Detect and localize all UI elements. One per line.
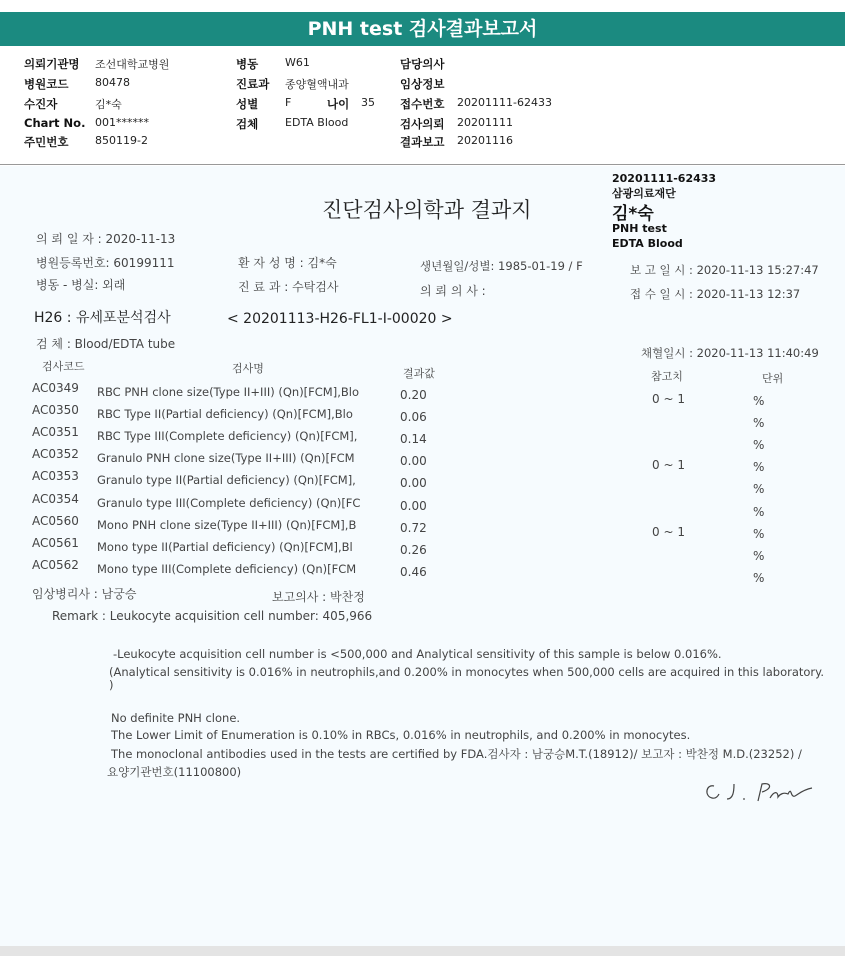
signature [700, 774, 818, 806]
report-title-bar [0, 12, 845, 46]
scanned-result-sheet [0, 166, 845, 946]
resident-no-value: 850119-2 [95, 134, 148, 147]
col-ref-header: 참고치 [651, 370, 683, 383]
row-unit: % [753, 460, 765, 474]
report-datetime: 보 고 일 시 : 2020-11-13 15:27:47 [630, 263, 819, 277]
row-ref: 0 ~ 1 [652, 525, 685, 539]
row-unit: % [753, 505, 765, 519]
row-result: 0.14 [400, 432, 427, 446]
collection-datetime: 채혈일시 : 2020-11-13 11:40:49 [641, 346, 819, 360]
row-code: AC0354 [32, 492, 79, 506]
requesting-doctor: 의 뢰 의 사 : [420, 284, 486, 298]
note-line: 요양기관번호(11100800) [107, 765, 242, 779]
row-result: 0.46 [400, 565, 427, 579]
document-title: 진단검사의학과 결과지 [322, 198, 532, 222]
stamp-lab-name: 삼광의료재단 [612, 187, 676, 200]
row-result: 0.00 [400, 454, 427, 468]
row-result: 0.00 [400, 499, 427, 513]
department-label: 진료과 [236, 77, 270, 91]
sex-value: F [285, 96, 292, 109]
test-name: H26 : 유세포분석검사 [34, 310, 171, 326]
receipt-no-label: 접수번호 [400, 97, 445, 111]
row-code: AC0562 [32, 558, 79, 572]
reporting-doctor: 보고의사 : 박찬정 [272, 590, 365, 604]
row-code: AC0351 [32, 425, 79, 439]
hospital-code-value: 80478 [95, 76, 130, 89]
row-name: Granulo PNH clone size(Type II+III) (Qn)[FCM [97, 451, 355, 465]
row-unit: % [753, 527, 765, 541]
row-unit: % [753, 394, 765, 408]
doctor-label: 담당의사 [400, 57, 445, 71]
row-code: AC0352 [32, 447, 79, 461]
specimen-label: 검체 [236, 117, 259, 131]
row-result: 0.72 [400, 521, 427, 535]
row-name: Mono type III(Complete deficiency) (Qn)[FCM [97, 562, 357, 576]
row-unit: % [753, 438, 765, 452]
bottom-strip [0, 946, 845, 956]
stamp-receipt-no: 20201111-62433 [612, 172, 717, 185]
request-date-label: 검사의뢰 [400, 117, 445, 131]
row-code: AC0560 [32, 514, 79, 528]
row-unit: % [753, 482, 765, 496]
row-code: AC0561 [32, 536, 79, 550]
row-code: AC0349 [32, 381, 79, 395]
row-ref: 0 ~ 1 [652, 392, 685, 406]
row-code: AC0350 [32, 403, 79, 417]
note-line: No definite PNH clone. [111, 711, 241, 725]
request-date: 의 뢰 일 자 : 2020-11-13 [36, 232, 176, 246]
clinical-info-label: 임상정보 [400, 77, 445, 91]
receipt-no-value: 20201111-62433 [457, 96, 552, 109]
row-code: AC0353 [32, 469, 79, 483]
institution-value: 조선대학교병원 [95, 58, 170, 71]
report-date-value: 20201116 [457, 134, 513, 147]
row-result: 0.06 [400, 410, 427, 424]
row-name: Mono type II(Partial deficiency) (Qn)[FCM],Bl [97, 540, 353, 554]
row-result: 0.26 [400, 543, 427, 557]
row-ref: 0 ~ 1 [652, 458, 685, 472]
receive-datetime: 접 수 일 시 : 2020-11-13 12:37 [630, 287, 801, 301]
chart-no-value: 001****** [95, 116, 149, 129]
patient-label: 수진자 [24, 97, 58, 111]
stamp-test: PNH test [612, 222, 667, 235]
accession-number: < 20201113-H26-FL1-I-00020 > [227, 311, 453, 327]
stamp-specimen: EDTA Blood [612, 237, 683, 250]
ward-value: W61 [285, 56, 310, 69]
report-title: PNH test 검사결과보고서 [307, 18, 538, 40]
ward-room: 병동 - 병실: 외래 [36, 278, 126, 292]
patient-value: 김*숙 [95, 98, 122, 111]
row-name: RBC Type III(Complete deficiency) (Qn)[FCM], [97, 429, 358, 443]
col-unit-header: 단위 [762, 372, 784, 385]
row-name: RBC Type II(Partial deficiency) (Qn)[FCM],Blo [97, 407, 353, 421]
chart-no-label: Chart No. [24, 116, 86, 130]
age-value: 35 [361, 96, 375, 109]
note-line: The Lower Limit of Enumeration is 0.10% in RBCs, 0.016% in neutrophils, and 0.200% in monocytes. [111, 728, 691, 742]
note-line: ) [109, 678, 114, 692]
col-result-header: 결과값 [403, 367, 435, 380]
row-result: 0.00 [400, 476, 427, 490]
request-date-value: 20201111 [457, 116, 513, 129]
row-name: Granulo type II(Partial deficiency) (Qn)[FCM], [97, 473, 356, 487]
registration-number: 병원등록번호: 60199111 [36, 256, 175, 270]
patient-name: 환 자 성 명 : 김*숙 [238, 256, 337, 270]
remark: Remark : Leukocyte acquisition cell number: 405,966 [52, 609, 373, 623]
ward-label: 병동 [236, 57, 259, 71]
col-name-header: 검사명 [232, 362, 264, 375]
row-name: Granulo type III(Complete deficiency) (Qn)[FC [97, 496, 361, 510]
resident-no-label: 주민번호 [24, 135, 69, 149]
institution-label: 의뢰기관명 [24, 57, 80, 71]
department-value: 종양혈액내과 [285, 78, 349, 91]
report-date-label: 결과보고 [400, 135, 445, 149]
sex-label: 성별 [236, 97, 259, 111]
specimen-value: EDTA Blood [285, 116, 349, 129]
stamp-patient: 김*숙 [612, 204, 654, 224]
specimen-type: 검 체 : Blood/EDTA tube [36, 337, 176, 351]
department: 진 료 과 : 수탁검사 [238, 280, 339, 294]
note-line: -Leukocyte acquisition cell number is <500,000 and Analytical sensitivity of this sample is below 0.016%. [113, 647, 722, 661]
row-name: Mono PNH clone size(Type II+III) (Qn)[FCM],B [97, 518, 357, 532]
col-code-header: 검사코드 [42, 360, 85, 373]
note-line: (Analytical sensitivity is 0.016% in neutrophils,and 0.200% in monocytes when 500,000 cells are acquired in this laboratory. [109, 665, 824, 679]
pathologist: 임상병리사 : 남궁승 [32, 587, 137, 601]
row-unit: % [753, 571, 765, 585]
age-label: 나이 [327, 97, 350, 111]
header-info-panel [0, 46, 845, 165]
row-result: 0.20 [400, 388, 427, 402]
dob-sex: 생년월일/성별: 1985-01-19 / F [420, 259, 583, 273]
hospital-code-label: 병원코드 [24, 77, 69, 91]
row-unit: % [753, 416, 765, 430]
row-name: RBC PNH clone size(Type II+III) (Qn)[FCM],Blo [97, 385, 359, 399]
note-line: The monoclonal antibodies used in the tests are certified by FDA.검사자 : 남궁승M.T.(18912)/ 보고자 : 박찬정 M.D.(23252) / [111, 747, 802, 761]
row-unit: % [753, 549, 765, 563]
